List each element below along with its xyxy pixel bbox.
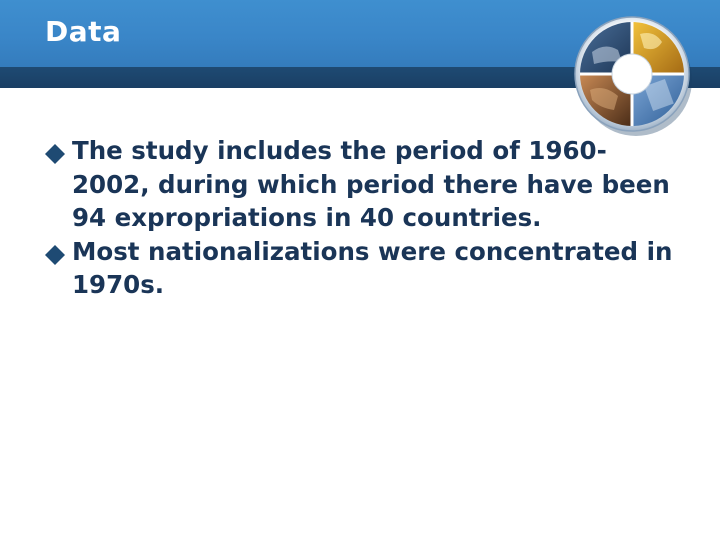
circular-photo-logo-icon: [570, 12, 694, 136]
bullet-text: The study includes the period of 1960-2002, during which period there have been 94 expropriations in 40 countries.: [72, 136, 670, 232]
bullet-text: Most nationalizations were concentrated in 1970s.: [72, 236, 673, 299]
slide-title: Data: [45, 15, 122, 48]
bullet-list: [44, 134, 684, 302]
diamond-bullet-icon: [44, 140, 70, 162]
bullet-item: [44, 235, 684, 302]
bullet-item: [44, 134, 684, 235]
diamond-bullet-icon: [44, 241, 70, 263]
